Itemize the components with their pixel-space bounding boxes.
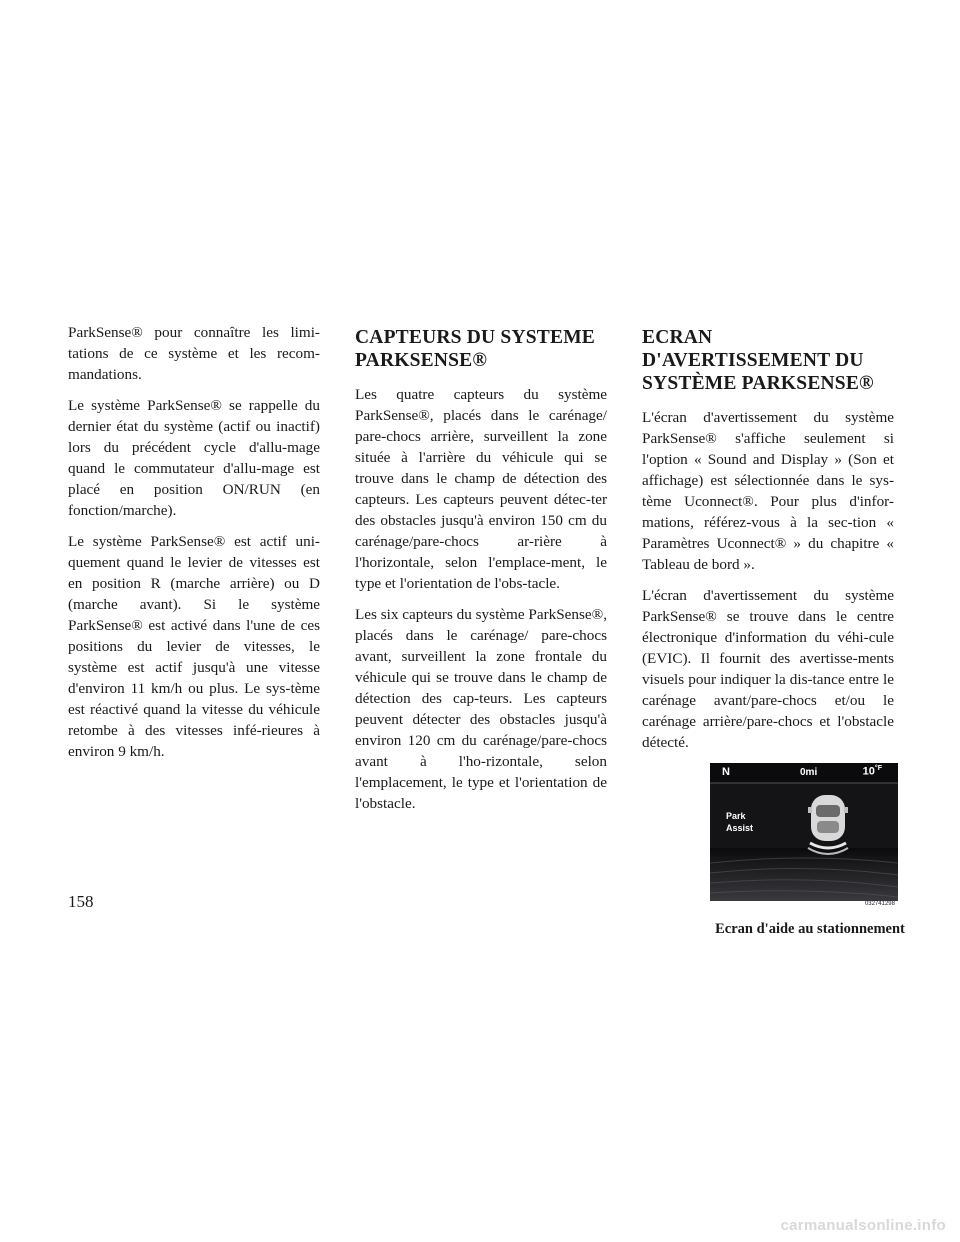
column-left	[68, 322, 320, 772]
floor-gradient	[710, 848, 898, 901]
paragraph: ParkSense® pour connaître les limi-tations de ce système et les recom-mandations.	[68, 324, 320, 383]
paragraph: Le système ParkSense® est actif uni-quement quand le levier de vitesses est en position R (marche arrière) ou D (marche avant). Si le système ParkSense® est activé dans l'une de ces positions du levier de vitesses, le système est actif jusqu'à une vitesse d'environ 11 km/h ou plus. Le sys-tème est réactivé quand la vitesse du véhicule retombe à des vitesses infé-rieures à environ 9 km/h.	[68, 533, 320, 760]
gear-indicator: N	[722, 766, 730, 778]
paragraph: L'écran d'avertissement du système ParkSense® se trouve dans le centre électronique d'information du véhi-cule (EVIC). Il fournit des avertisse-ments visuels pour indiquer la dis-tance entre le carénage avant/pare-chocs et/ou le carénage arrière/pare-chocs et l'obstacle détecté.	[642, 587, 894, 751]
watermark: carmanualsonline.info	[780, 1217, 946, 1234]
car-top-view-icon	[808, 795, 848, 841]
paragraph: Les six capteurs du système ParkSense®, placés dans le carénage/ pare-chocs avant, surveillent la zone frontale du véhicule qui se trouve dans le champ de détection des cap-teurs. Les capteurs peuvent détecter des obstacles jusqu'à environ 120 cm du carénage/pare-chocs avant à l'ho-rizontale, selon l'emplacement, le type et l'orientation de l'obstacle.	[355, 606, 607, 812]
park-assist-figure	[710, 763, 905, 938]
evic-status-bar	[710, 763, 898, 783]
figure-frame	[710, 763, 898, 913]
page-number: 158	[68, 892, 94, 911]
evic-screen	[710, 763, 898, 901]
temperature-readout: $10^{^\circ F}$	[862, 765, 882, 778]
paragraph: L'écran d'avertissement du système ParkSense® s'affiche seulement si l'option « Sound and Display » (Son et affichage) est sélectionnée dans le sys-tème Uconnect®. Pour plus d'infor-mations, référez-vous à la sec-tion « Paramètres Uconnect® » du chapitre « Tableau de bord ».	[642, 409, 894, 573]
section-heading-sensors: CAPTEURS DU SYSTEME PARKSENSE®	[355, 327, 596, 371]
park-assist-label: Park Assist	[726, 811, 754, 833]
paragraph: Les quatre capteurs du système ParkSense®, placés dans le carénage/ pare-chocs arrière, surveillent la zone située à l'arrière du véhicule qui se trouve dans le champ de détection des capteurs. Les capteurs peuvent détec-ter des obstacles jusqu'à environ 150 cm du carénage/pare-chocs ar-rière à l'horizontale, selon l'emplace-ment, le type et l'orientation de l'obs-tacle.	[355, 386, 607, 592]
paragraph: Le système ParkSense® se rappelle du dernier état du système (actif ou inactif) lors du précédent cycle d'allu-mage quand le commutateur d'allu-mage est placé en position ON/RUN (en fonction/marche).	[68, 397, 320, 519]
figure-code: 032741298	[864, 901, 895, 907]
section-heading-warning-display: ECRAN D'AVERTISSEMENT DU SYSTÈME PARKSENSE®	[642, 327, 874, 394]
odometer-readout: 0mi	[800, 767, 818, 778]
column-middle	[355, 322, 607, 824]
figure-caption: Ecran d'aide au stationnement	[715, 921, 905, 937]
column-right	[642, 322, 905, 938]
